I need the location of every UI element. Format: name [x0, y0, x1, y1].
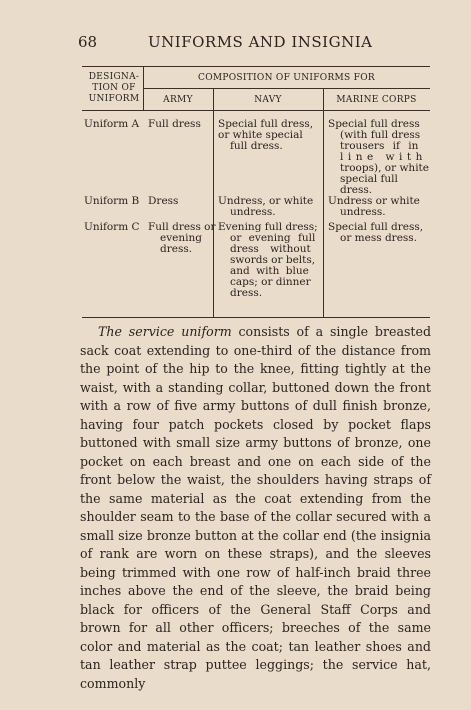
row-a-navy-line: Special full dress, [218, 118, 314, 130]
row-b-marine-line: undress. [340, 206, 386, 218]
row-a-marine-line: troops), or white [340, 162, 429, 174]
table-top-rule [82, 66, 430, 67]
paragraph-lead-italic: The service uniform [98, 324, 232, 339]
row-b-navy-line: undress. [230, 206, 276, 218]
row-b-marine-line: Undress or white [328, 195, 420, 207]
column-header-navy: NAVY [254, 95, 282, 105]
paragraph-text: consists of a single breasted sack coat extending to one-third of the distance from the point of the hip to the knee, fitting tightly at the waist, with a standing collar, buttoned down the front with a row of five army buttons of dull finish bronze, having four patch pockets closed by pocket flaps buttoned with small size army buttons of bronze, one pocket on each breast and one on each side of the front below the waist, the shoulders having straps of the same material as the coat extending from the shoulder seam to the base of the collar secured with a small size bronze button at the collar end (the insignia of rank are worn on these straps), and the sleeves being trimmed with one row of half-inch braid three inches above the end of the sleeve, the braid being black for officers of the General Staff Corps and brown for all other officers; breeches of the same color and material as the coat; tan leather shoes and tan leather strap puttee leggings; the service hat, commonly [80, 324, 432, 691]
table-bottom-rule [82, 317, 430, 318]
army-navy-column-rule [213, 88, 214, 317]
row-a-navy-line: full dress. [230, 140, 283, 152]
row-c-army-line: evening [160, 232, 202, 244]
row-a-marine-line: (with full dress [340, 129, 421, 141]
page-number: 68 [78, 33, 98, 51]
row-a-marine-line: trousers if in [340, 140, 419, 152]
composition-header-rule [143, 88, 430, 89]
row-c-marine-line: or mess dress. [340, 232, 418, 244]
row-c-navy-line: or evening full [230, 232, 316, 244]
column-header-marine-corps: MARINE CORPS [336, 95, 417, 105]
row-c-navy-line: dress without [230, 243, 311, 255]
row-b-navy-line: Undress, or white [218, 195, 314, 207]
row-a-designation: Uniform A [84, 118, 140, 130]
row-a-army: Full dress [148, 118, 201, 130]
uniform-composition-table [82, 66, 430, 318]
row-c-army-line: dress. [160, 243, 193, 255]
designation-header-line-3: UNIFORM [88, 94, 140, 104]
designation-header-line-2: TION OF [92, 83, 136, 93]
row-a-marine-line: Special full dress [328, 118, 420, 130]
row-c-designation: Uniform C [84, 221, 140, 233]
running-head: UNIFORMS AND INSIGNIA [148, 33, 373, 51]
row-a-marine-line: special full dress. [340, 173, 398, 196]
row-c-navy-line: swords or belts, [230, 254, 316, 266]
row-c-army-line: Full dress or [148, 221, 216, 233]
row-c-navy-line: caps; or dinner [230, 276, 311, 288]
row-a-marine-line: line with [340, 151, 427, 163]
row-a-navy-line: or white special [218, 129, 303, 141]
column-header-army: ARMY [163, 95, 193, 105]
navy-marine-column-rule [323, 88, 324, 317]
composition-header: COMPOSITION OF UNIFORMS FOR [198, 73, 375, 83]
row-c-navy-line: dress. [230, 287, 263, 299]
header-bottom-rule [82, 110, 430, 111]
row-c-marine-line: Special full dress, [328, 221, 424, 233]
designation-header-line-1: DESIGNA- [88, 72, 140, 82]
row-b-army: Dress [148, 195, 179, 207]
row-b-designation: Uniform B [84, 195, 140, 207]
row-c-navy-line: Evening full dress; [218, 221, 318, 233]
row-c-navy-line: and with blue [230, 265, 309, 277]
service-uniform-paragraph [80, 323, 431, 693]
